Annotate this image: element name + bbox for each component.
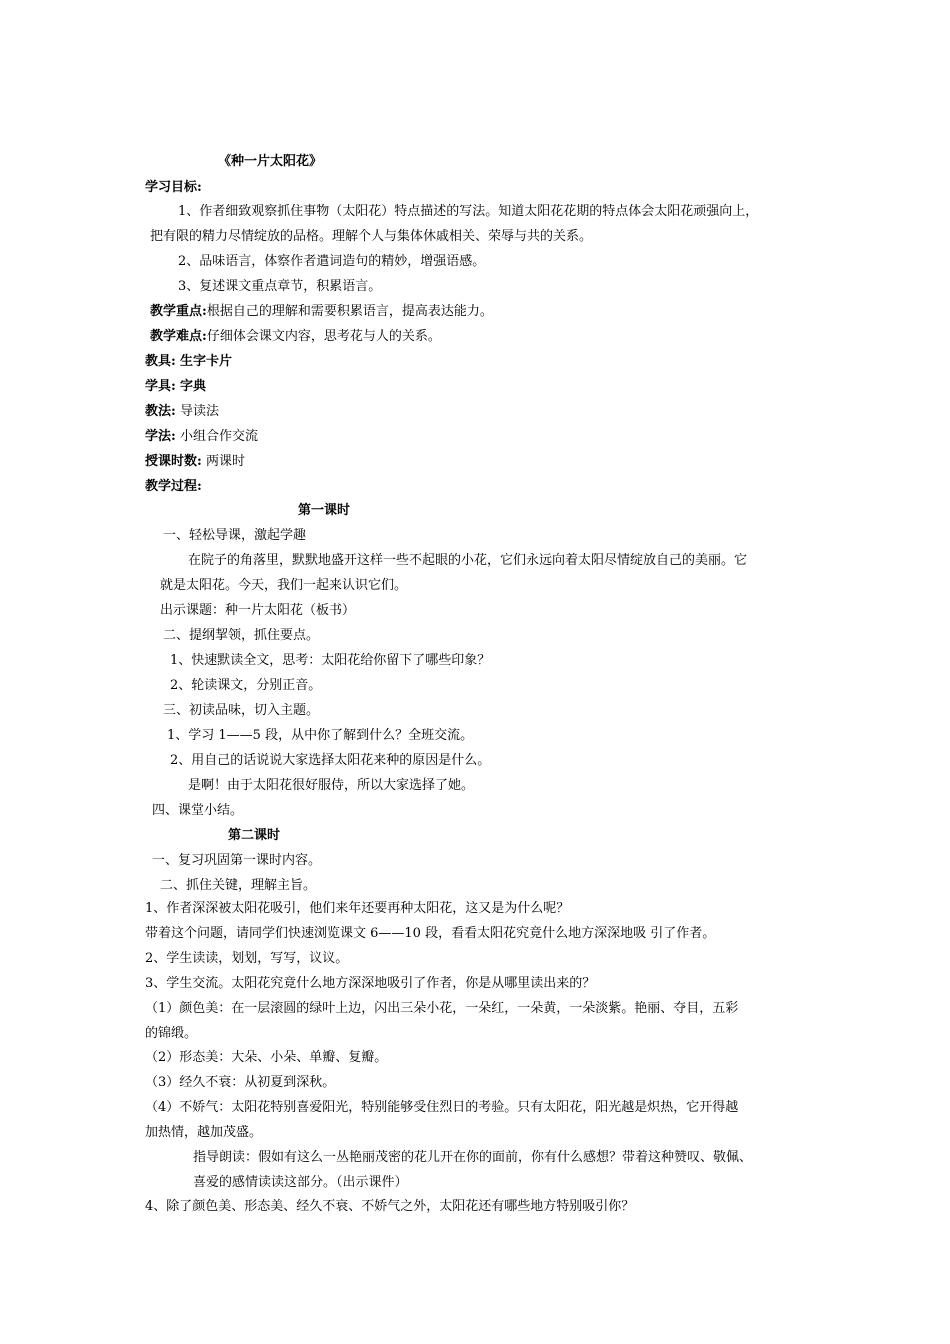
- lesson-1-para-2: 就是太阳花。今天，我们一起来认识它们。: [160, 578, 408, 593]
- class-hours-text: 两课时: [205, 454, 245, 469]
- lesson-2-reading-guide-line-1: 指导朗读：假如有这么一丛艳丽茂密的花儿开在你的面前，你有什么感想？带着这种赞叹、敬佩、: [193, 1150, 753, 1165]
- lesson-2-reading-guide-line-2: 喜爱的感情读读这部分。（出示课件）: [193, 1175, 408, 1190]
- process-heading: 教学过程:: [145, 479, 202, 494]
- document-title: 《种一片太阳花》: [218, 154, 323, 169]
- lesson-1-title: 第一课时: [298, 503, 351, 518]
- lesson-1-item-3-2: 2、用自己的话说说大家选择太阳花来种的原因是什么。: [170, 753, 491, 768]
- lesson-2-answer-1-line-2: 的锦缎。: [145, 1026, 198, 1041]
- lesson-2-question-4: 4、除了颜色美、形态美、经久不衰、不娇气之外，太阳花还有哪些地方特别吸引你？: [145, 1199, 635, 1214]
- lesson-1-item-3-3: 是啊！由于太阳花很好服侍，所以大家选择了她。: [188, 778, 475, 793]
- study-method-text: 小组合作交流: [179, 429, 258, 444]
- study-method-label: 学法:: [145, 429, 176, 444]
- lesson-2-answer-1-line-1: （1）颜色美：在一层滚圆的绿叶上边，闪出三朵小花，一朵红，一朵黄，一朵淡紫。艳丽、夺目，五彩: [145, 1001, 739, 1016]
- study-tools-label: 学具:: [145, 379, 176, 394]
- lesson-1-section-2: 二、提纲挈领，抓住要点。: [163, 628, 320, 643]
- lesson-2-section-1: 一、复习巩固第一课时内容。: [152, 853, 322, 868]
- class-hours-label: 授课时数:: [145, 454, 202, 469]
- teaching-focus-label: 教学重点:: [150, 304, 207, 319]
- lesson-1-item-2-1: 1、快速默读全文，思考：太阳花给你留下了哪些印象？: [170, 653, 491, 668]
- teaching-method: [145, 403, 219, 421]
- goal-2: 2、品味语言，体察作者遣词造句的精妙，增强语感。: [178, 254, 486, 269]
- class-hours: [145, 453, 245, 471]
- lesson-1-item-2-2: 2、轮读课文，分别正音。: [170, 678, 322, 693]
- lesson-2-question-3: 3、学生交流。太阳花究竟什么地方深深地吸引了作者，你是从哪里读出来的？: [145, 976, 596, 991]
- lesson-1-para-1: 在院子的角落里，默默地盛开这样一些不起眼的小花，它们永远向着太阳尽情绽放自己的美丽。它: [188, 553, 748, 568]
- lesson-2-section-2: 二、抓住关键，理解主旨。: [160, 878, 317, 893]
- teaching-tools: [145, 353, 232, 371]
- goals-heading: 学习目标:: [145, 180, 202, 195]
- goal-3: 3、复述课文重点章节，积累语言。: [178, 279, 382, 294]
- teaching-difficulty-label: 教学难点:: [150, 329, 207, 344]
- teaching-tools-label: 教具:: [145, 354, 176, 369]
- teaching-tools-text: 生字卡片: [179, 354, 232, 369]
- lesson-2-answer-2: （2）形态美：大朵、小朵、单瓣、复瓣。: [145, 1050, 388, 1065]
- study-method: [145, 428, 258, 446]
- teaching-method-label: 教法:: [145, 404, 176, 419]
- teaching-method-text: 导读法: [179, 404, 219, 419]
- lesson-1-section-1: 一、轻松导课，激起学趣: [163, 528, 307, 543]
- lesson-2-answer-3: （3）经久不衰：从初夏到深秋。: [145, 1075, 336, 1090]
- lesson-2-question-1: 1、作者深深被太阳花吸引，他们来年还要再种太阳花，这又是为什么呢？: [145, 901, 570, 916]
- lesson-2-question-2: 2、学生读读，划划，写写，议议。: [145, 951, 349, 966]
- teaching-difficulty: [150, 328, 441, 346]
- teaching-focus-text: 根据自己的理解和需要积累语言，提高表达能力。: [206, 304, 493, 319]
- lesson-1-section-3: 三、初读品味，切入主题。: [163, 703, 320, 718]
- study-tools: [145, 378, 206, 396]
- lesson-2-answer-4-line-2: 加热情，越加茂盛。: [145, 1125, 263, 1140]
- teaching-focus: [150, 303, 493, 321]
- lesson-1-item-3-1: 1、学习 1——5 段，从中你了解到什么？全班交流。: [167, 728, 474, 743]
- lesson-2-title: 第二课时: [228, 828, 281, 843]
- lesson-1-para-3: 出示课题：种一片太阳花（板书）: [160, 603, 356, 618]
- lesson-1-section-4: 四、课堂小结。: [152, 803, 244, 818]
- teaching-difficulty-text: 仔细体会课文内容，思考花与人的关系。: [206, 329, 441, 344]
- goal-1-line-2: 把有限的精力尽情绽放的品格。理解个人与集体休戚相关、荣辱与共的关系。: [150, 229, 593, 244]
- lesson-2-answer-4-line-1: （4）不娇气：太阳花特别喜爱阳光，特别能够受住烈日的考验。只有太阳花，阳光越是炽热，它开得越: [145, 1100, 739, 1115]
- lesson-2-question-1-followup: 带着这个问题，请同学们快速浏览课文 6——10 段，看看太阳花究竟什么地方深深地吸 引了作者。: [145, 926, 716, 941]
- study-tools-text: 字典: [179, 379, 206, 394]
- goal-1-line-1: 1、作者细致观察抓住事物（太阳花）特点描述的写法。知道太阳花花期的特点体会太阳花顽强向上，: [178, 204, 759, 219]
